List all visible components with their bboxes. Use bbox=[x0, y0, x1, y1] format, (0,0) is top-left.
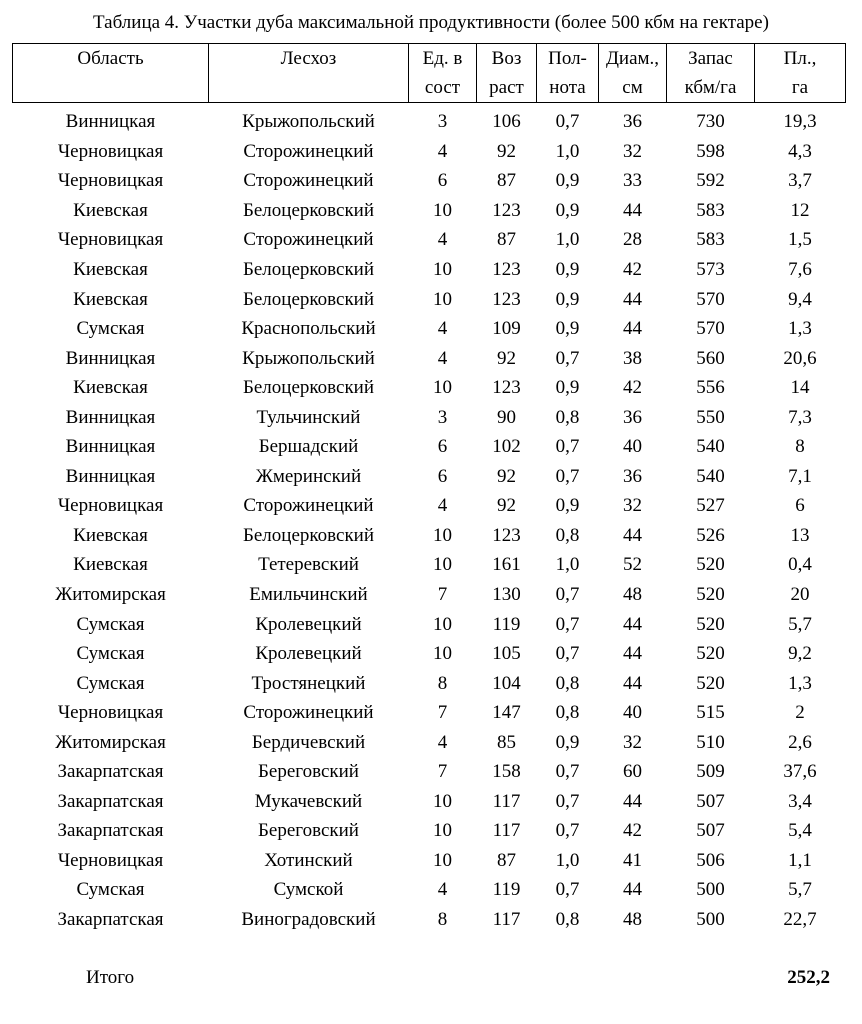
column-header-stock bbox=[667, 44, 755, 103]
cell-stock: 520 bbox=[696, 554, 725, 576]
column-header-line: Запас bbox=[688, 48, 733, 69]
table-row bbox=[13, 196, 846, 226]
cell-forestry: Мукачевский bbox=[254, 790, 363, 812]
table-row bbox=[13, 225, 846, 255]
cell-forestry: Береговский bbox=[258, 761, 359, 783]
cell-units-in-composition: 4 bbox=[437, 731, 448, 753]
cell-units-in-composition: 4 bbox=[437, 347, 448, 369]
cell-age: 105 bbox=[492, 643, 521, 665]
cell-forestry: Тростянецкий bbox=[251, 672, 366, 694]
table-row bbox=[13, 875, 846, 905]
cell-diameter: 36 bbox=[623, 111, 642, 133]
cell-region: Сумская bbox=[76, 643, 145, 665]
cell-density: 0,7 bbox=[555, 820, 580, 842]
cell-region: Винницкая bbox=[65, 436, 156, 458]
column-header-units-in-composition bbox=[409, 44, 477, 103]
cell-units-in-composition: 10 bbox=[433, 554, 452, 576]
cell-area: 2,6 bbox=[788, 731, 812, 753]
table-row bbox=[13, 432, 846, 462]
cell-region: Винницкая bbox=[65, 406, 156, 428]
table-row bbox=[13, 521, 846, 551]
table-row bbox=[13, 550, 846, 580]
cell-diameter: 32 bbox=[623, 495, 642, 517]
cell-stock: 556 bbox=[696, 377, 725, 399]
cell-forestry: Белоцерковский bbox=[242, 377, 375, 399]
cell-units-in-composition: 3 bbox=[437, 406, 448, 428]
table-row bbox=[13, 137, 846, 167]
cell-diameter: 40 bbox=[623, 436, 642, 458]
cell-density: 0,7 bbox=[555, 436, 580, 458]
cell-diameter: 40 bbox=[623, 702, 642, 724]
cell-forestry: Хотинский bbox=[264, 849, 353, 871]
cell-density: 1,0 bbox=[555, 554, 580, 576]
header-row bbox=[13, 44, 846, 103]
cell-area: 7,6 bbox=[788, 259, 812, 280]
cell-age: 85 bbox=[497, 731, 516, 753]
cell-stock: 507 bbox=[696, 820, 725, 842]
cell-forestry: Тульчинский bbox=[256, 406, 361, 428]
cell-forestry: Сторожинецкий bbox=[243, 140, 374, 162]
cell-forestry: Бершадский bbox=[258, 436, 359, 458]
table-row bbox=[13, 609, 846, 639]
cell-density: 0,7 bbox=[555, 465, 580, 487]
table-caption: Таблица 4. Участки дуба максимальной продуктивности (более 500 кбм на гектаре) bbox=[93, 12, 769, 33]
cell-age: 117 bbox=[492, 790, 521, 812]
cell-age: 106 bbox=[492, 111, 521, 133]
cell-area: 5,7 bbox=[788, 613, 812, 635]
cell-region: Киевская bbox=[73, 199, 148, 221]
cell-forestry: Сторожинецкий bbox=[243, 229, 374, 251]
cell-units-in-composition: 10 bbox=[433, 849, 452, 871]
cell-forestry: Сторожинецкий bbox=[243, 170, 374, 192]
cell-diameter: 52 bbox=[623, 554, 642, 576]
cell-units-in-composition: 4 bbox=[437, 879, 448, 901]
cell-units-in-composition: 10 bbox=[433, 259, 452, 280]
cell-area: 5,7 bbox=[788, 879, 812, 901]
cell-area: 37,6 bbox=[783, 761, 817, 783]
table-row bbox=[13, 373, 846, 403]
cell-age: 147 bbox=[492, 702, 521, 724]
cell-density: 0,9 bbox=[555, 170, 580, 192]
column-header-line: Область bbox=[77, 48, 144, 69]
cell-density: 1,0 bbox=[555, 849, 580, 871]
column-header-line bbox=[209, 73, 408, 102]
cell-diameter: 44 bbox=[623, 524, 642, 546]
cell-age: 92 bbox=[497, 140, 516, 162]
cell-forestry: Белоцерковский bbox=[242, 288, 375, 310]
cell-stock: 540 bbox=[696, 436, 725, 458]
cell-age: 102 bbox=[492, 436, 521, 458]
cell-density: 0,7 bbox=[555, 643, 580, 665]
cell-forestry: Белоцерковский bbox=[242, 259, 375, 280]
cell-stock: 520 bbox=[696, 613, 725, 635]
cell-stock: 570 bbox=[696, 318, 725, 340]
column-header-line: Лесхоз bbox=[280, 48, 337, 69]
cell-area: 9,2 bbox=[788, 643, 812, 665]
cell-stock: 526 bbox=[696, 524, 725, 546]
cell-area: 2 bbox=[795, 702, 805, 724]
cell-region: Киевская bbox=[73, 288, 148, 310]
cell-units-in-composition: 10 bbox=[433, 199, 452, 221]
cell-age: 92 bbox=[497, 347, 516, 369]
cell-stock: 540 bbox=[696, 465, 725, 487]
cell-units-in-composition: 10 bbox=[433, 613, 452, 635]
table-row bbox=[13, 343, 846, 373]
cell-units-in-composition: 7 bbox=[437, 761, 448, 783]
table-row bbox=[13, 787, 846, 817]
cell-density: 0,7 bbox=[555, 613, 580, 635]
cell-diameter: 60 bbox=[623, 761, 642, 783]
cell-region: Винницкая bbox=[65, 111, 156, 133]
cell-diameter: 44 bbox=[623, 879, 642, 901]
cell-units-in-composition: 6 bbox=[437, 170, 448, 192]
cell-density: 0,7 bbox=[555, 111, 580, 133]
column-header-region bbox=[13, 44, 209, 103]
cell-density: 0,7 bbox=[555, 584, 580, 606]
cell-diameter: 38 bbox=[623, 347, 642, 369]
cell-stock: 573 bbox=[696, 259, 725, 280]
table-row bbox=[13, 668, 846, 698]
cell-stock: 570 bbox=[696, 288, 725, 310]
cell-age: 123 bbox=[492, 377, 521, 399]
cell-age: 119 bbox=[492, 613, 521, 635]
cell-region: Закарпатская bbox=[57, 761, 164, 783]
cell-diameter: 42 bbox=[623, 259, 642, 280]
cell-units-in-composition: 4 bbox=[437, 229, 448, 251]
cell-region: Черновицкая bbox=[57, 140, 164, 162]
cell-age: 123 bbox=[492, 199, 521, 221]
cell-age: 92 bbox=[497, 495, 516, 517]
cell-stock: 500 bbox=[696, 879, 725, 901]
cell-area: 1,3 bbox=[788, 318, 812, 340]
cell-diameter: 42 bbox=[623, 377, 642, 399]
cell-region: Житомирская bbox=[55, 731, 166, 753]
cell-stock: 500 bbox=[696, 909, 725, 931]
cell-area: 3,4 bbox=[788, 790, 812, 812]
cell-stock: 520 bbox=[696, 584, 725, 606]
cell-units-in-composition: 4 bbox=[437, 140, 448, 162]
cell-units-in-composition: 10 bbox=[433, 820, 452, 842]
cell-region: Закарпатская bbox=[57, 790, 164, 812]
cell-area: 20,6 bbox=[783, 347, 817, 369]
column-header-line: Ед. в bbox=[422, 48, 463, 69]
cell-diameter: 44 bbox=[623, 288, 642, 310]
table-row bbox=[13, 103, 846, 137]
table-row bbox=[13, 698, 846, 728]
column-header-age bbox=[477, 44, 537, 103]
cell-area: 8 bbox=[795, 436, 805, 458]
cell-diameter: 48 bbox=[623, 584, 642, 606]
cell-area: 9,4 bbox=[788, 288, 812, 310]
cell-density: 1,0 bbox=[555, 229, 580, 251]
cell-stock: 507 bbox=[696, 790, 725, 812]
cell-stock: 592 bbox=[696, 170, 725, 192]
cell-forestry: Емильчинский bbox=[249, 584, 368, 606]
cell-diameter: 44 bbox=[623, 199, 642, 221]
cell-region: Киевская bbox=[73, 554, 148, 576]
cell-density: 0,7 bbox=[555, 879, 580, 901]
cell-diameter: 28 bbox=[623, 229, 642, 251]
cell-units-in-composition: 7 bbox=[437, 702, 448, 724]
cell-area: 1,5 bbox=[788, 229, 812, 251]
table-row bbox=[13, 905, 846, 935]
column-header-line: Диам., bbox=[605, 48, 660, 69]
table-row bbox=[13, 580, 846, 610]
cell-diameter: 36 bbox=[623, 465, 642, 487]
total-label: Итого bbox=[86, 967, 135, 988]
cell-density: 0,8 bbox=[555, 672, 580, 694]
cell-stock: 515 bbox=[696, 702, 725, 724]
total-value: 252,2 bbox=[787, 967, 830, 988]
oak-plots-table bbox=[12, 43, 846, 934]
cell-diameter: 44 bbox=[623, 613, 642, 635]
table-row bbox=[13, 314, 846, 344]
cell-region: Закарпатская bbox=[57, 909, 164, 931]
cell-age: 130 bbox=[492, 584, 521, 606]
cell-forestry: Крыжопольский bbox=[242, 347, 375, 369]
cell-forestry: Белоцерковский bbox=[242, 524, 375, 546]
cell-density: 0,9 bbox=[555, 377, 580, 399]
cell-diameter: 44 bbox=[623, 672, 642, 694]
table-row bbox=[13, 727, 846, 757]
column-header-line: Пл., bbox=[783, 48, 817, 69]
cell-units-in-composition: 10 bbox=[433, 377, 452, 399]
cell-forestry: Кролевецкий bbox=[255, 643, 362, 665]
cell-stock: 583 bbox=[696, 229, 725, 251]
table-body bbox=[13, 103, 846, 935]
cell-units-in-composition: 10 bbox=[433, 288, 452, 310]
cell-forestry: Береговский bbox=[258, 820, 359, 842]
cell-area: 19,3 bbox=[783, 111, 817, 133]
cell-units-in-composition: 10 bbox=[433, 790, 452, 812]
cell-density: 0,9 bbox=[555, 731, 580, 753]
cell-area: 22,7 bbox=[783, 909, 817, 931]
cell-region: Житомирская bbox=[55, 584, 166, 606]
cell-region: Сумская bbox=[76, 318, 145, 340]
cell-region: Черновицкая bbox=[57, 229, 164, 251]
column-header-line bbox=[13, 73, 208, 102]
cell-units-in-composition: 8 bbox=[437, 909, 448, 931]
cell-area: 1,3 bbox=[788, 672, 812, 694]
cell-area: 13 bbox=[790, 524, 810, 546]
table-row bbox=[13, 166, 846, 196]
cell-age: 104 bbox=[492, 672, 521, 694]
table-row bbox=[13, 757, 846, 787]
cell-diameter: 32 bbox=[623, 140, 642, 162]
cell-density: 0,8 bbox=[555, 909, 580, 931]
cell-region: Черновицкая bbox=[57, 495, 164, 517]
cell-diameter: 42 bbox=[623, 820, 642, 842]
cell-stock: 506 bbox=[696, 849, 725, 871]
cell-density: 0,7 bbox=[555, 347, 580, 369]
table-row bbox=[13, 462, 846, 492]
cell-age: 87 bbox=[497, 229, 516, 251]
cell-area: 14 bbox=[790, 377, 810, 399]
column-header-line: см bbox=[622, 77, 643, 98]
cell-age: 123 bbox=[492, 524, 521, 546]
cell-density: 0,9 bbox=[555, 199, 580, 221]
cell-density: 0,8 bbox=[555, 406, 580, 428]
cell-units-in-composition: 3 bbox=[437, 111, 448, 133]
cell-units-in-composition: 4 bbox=[437, 495, 448, 517]
cell-density: 0,9 bbox=[555, 495, 580, 517]
cell-age: 123 bbox=[492, 259, 521, 280]
cell-units-in-composition: 6 bbox=[437, 436, 448, 458]
column-header-line: га bbox=[791, 77, 809, 98]
cell-density: 0,8 bbox=[555, 524, 580, 546]
cell-units-in-composition: 7 bbox=[437, 584, 448, 606]
cell-diameter: 32 bbox=[623, 731, 642, 753]
cell-forestry: Кролевецкий bbox=[255, 613, 362, 635]
cell-density: 1,0 bbox=[555, 140, 580, 162]
cell-stock: 520 bbox=[696, 643, 725, 665]
cell-stock: 598 bbox=[696, 140, 725, 162]
cell-diameter: 36 bbox=[623, 406, 642, 428]
cell-density: 0,9 bbox=[555, 259, 580, 280]
cell-forestry: Виноградовский bbox=[241, 909, 376, 931]
cell-area: 12 bbox=[790, 199, 810, 221]
cell-forestry: Тетеревский bbox=[258, 554, 359, 576]
cell-area: 3,7 bbox=[788, 170, 812, 192]
column-header-line: нота bbox=[549, 77, 586, 98]
table-row bbox=[13, 284, 846, 314]
cell-region: Киевская bbox=[73, 377, 148, 399]
cell-area: 7,3 bbox=[788, 406, 812, 428]
column-header-diameter bbox=[599, 44, 667, 103]
table-row bbox=[13, 846, 846, 876]
cell-forestry: Крыжопольский bbox=[242, 111, 375, 133]
column-header-density bbox=[537, 44, 599, 103]
cell-forestry: Сумской bbox=[273, 879, 344, 901]
cell-area: 0,4 bbox=[788, 554, 812, 576]
cell-region: Сумская bbox=[76, 672, 145, 694]
cell-forestry: Белоцерковский bbox=[242, 199, 375, 221]
cell-region: Винницкая bbox=[65, 347, 156, 369]
cell-region: Винницкая bbox=[65, 465, 156, 487]
cell-forestry: Краснопольский bbox=[241, 318, 376, 340]
cell-stock: 583 bbox=[696, 199, 725, 221]
cell-region: Закарпатская bbox=[57, 820, 164, 842]
cell-diameter: 48 bbox=[623, 909, 642, 931]
table-row bbox=[13, 816, 846, 846]
cell-stock: 520 bbox=[696, 672, 725, 694]
column-header-line: сост bbox=[424, 77, 461, 98]
cell-forestry: Сторожинецкий bbox=[243, 495, 374, 517]
column-header-line: Пол- bbox=[548, 48, 587, 69]
cell-area: 1,1 bbox=[788, 849, 812, 871]
cell-units-in-composition: 10 bbox=[433, 643, 452, 665]
cell-forestry: Бердичевский bbox=[251, 731, 366, 753]
table-row bbox=[13, 255, 846, 285]
cell-forestry: Сторожинецкий bbox=[243, 702, 374, 724]
cell-area: 4,3 bbox=[788, 140, 812, 162]
cell-age: 117 bbox=[492, 820, 521, 842]
cell-area: 6 bbox=[795, 495, 805, 517]
cell-age: 161 bbox=[492, 554, 521, 576]
cell-age: 109 bbox=[492, 318, 521, 340]
cell-region: Сумская bbox=[76, 613, 145, 635]
cell-area: 7,1 bbox=[788, 465, 812, 487]
cell-region: Черновицкая bbox=[57, 849, 164, 871]
cell-region: Киевская bbox=[73, 259, 148, 280]
cell-region: Киевская bbox=[73, 524, 148, 546]
table-row bbox=[13, 639, 846, 669]
cell-age: 92 bbox=[497, 465, 516, 487]
cell-density: 0,8 bbox=[555, 702, 580, 724]
cell-diameter: 33 bbox=[623, 170, 642, 192]
cell-stock: 509 bbox=[696, 761, 725, 783]
table-row bbox=[13, 402, 846, 432]
column-header-line: кбм/га bbox=[684, 77, 737, 98]
column-header-area bbox=[755, 44, 846, 103]
cell-stock: 730 bbox=[696, 111, 725, 133]
cell-region: Черновицкая bbox=[57, 702, 164, 724]
cell-age: 158 bbox=[492, 761, 521, 783]
cell-age: 123 bbox=[492, 288, 521, 310]
cell-stock: 510 bbox=[696, 731, 725, 753]
cell-age: 87 bbox=[497, 849, 516, 871]
cell-diameter: 41 bbox=[623, 849, 642, 871]
column-header-line: раст bbox=[489, 77, 524, 98]
cell-diameter: 44 bbox=[623, 643, 642, 665]
cell-area: 20 bbox=[790, 584, 810, 606]
cell-stock: 527 bbox=[696, 495, 725, 517]
cell-age: 117 bbox=[492, 909, 521, 931]
cell-region: Сумская bbox=[76, 879, 145, 901]
table-row bbox=[13, 491, 846, 521]
cell-density: 0,9 bbox=[555, 288, 580, 310]
cell-density: 0,9 bbox=[555, 318, 580, 340]
cell-density: 0,7 bbox=[555, 761, 580, 783]
cell-forestry: Жмеринский bbox=[255, 465, 362, 487]
cell-age: 87 bbox=[497, 170, 516, 192]
cell-stock: 550 bbox=[696, 406, 725, 428]
cell-diameter: 44 bbox=[623, 318, 642, 340]
cell-age: 119 bbox=[492, 879, 521, 901]
cell-stock: 560 bbox=[696, 347, 725, 369]
cell-units-in-composition: 4 bbox=[437, 318, 448, 340]
cell-units-in-composition: 8 bbox=[437, 672, 448, 694]
column-header-line: Воз bbox=[491, 48, 522, 69]
cell-area: 5,4 bbox=[788, 820, 812, 842]
column-header-forestry bbox=[209, 44, 409, 103]
cell-units-in-composition: 10 bbox=[433, 524, 452, 546]
cell-units-in-composition: 6 bbox=[437, 465, 448, 487]
cell-density: 0,7 bbox=[555, 790, 580, 812]
cell-region: Черновицкая bbox=[57, 170, 164, 192]
cell-diameter: 44 bbox=[623, 790, 642, 812]
cell-age: 90 bbox=[497, 406, 516, 428]
